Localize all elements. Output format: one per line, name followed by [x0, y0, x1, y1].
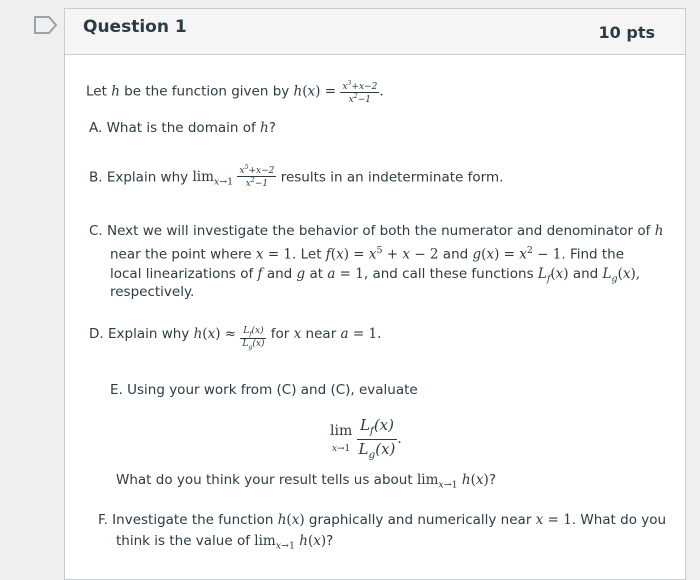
part-d: D. Explain why h(x) ≈ $\frac{L_f(x)}{L_g(x)}$ for x near a = 1.	[89, 326, 382, 351]
part-c-line2: near the point where x = 1. Let $f(x) = x^5 + x - 2$ and $g(x) = x^2 - 1$. Find the	[110, 245, 625, 263]
part-c-line1: C. Next we will investigate the behavior of both the numerator and denominator of h	[89, 223, 664, 239]
question-header	[65, 9, 685, 55]
part-c-line4: respectively.	[110, 284, 195, 300]
part-e-limit: lim x→1 $\frac{L_f(x)}{L_g(x)}$ .	[330, 416, 402, 461]
intro-line: Let h be the function given by h(x) = $\frac{x^3+x-2}{x^2-1}$ .	[86, 80, 384, 106]
part-f-line2: think is the value of $\lim_{x\to 1} h(x)$?	[116, 533, 334, 552]
flag-icon[interactable]	[32, 14, 60, 36]
question-points: 10 pts	[598, 23, 655, 42]
question-title: Question 1	[83, 17, 187, 37]
part-e-line1: E. Using your work from (C) and (C), evaluate	[110, 382, 418, 398]
part-c-line3: local linearizations of f and g at a = 1, and call these functions $L_f(x)$ and $L_g(x)$,	[110, 266, 641, 285]
part-e-question: What do you think your result tells us about $\lim_{x\to 1} h(x)$?	[116, 472, 496, 491]
part-b: B. Explain why $\lim_{x\to 1}$ $\frac{x^5+x-2}{x^2-1}$ results in an indeterminate form.	[89, 164, 504, 190]
part-a: A. What is the domain of h?	[89, 120, 276, 136]
part-f-line1: F. Investigate the function h(x) graphically and numerically near x = 1. What do you	[98, 512, 667, 528]
